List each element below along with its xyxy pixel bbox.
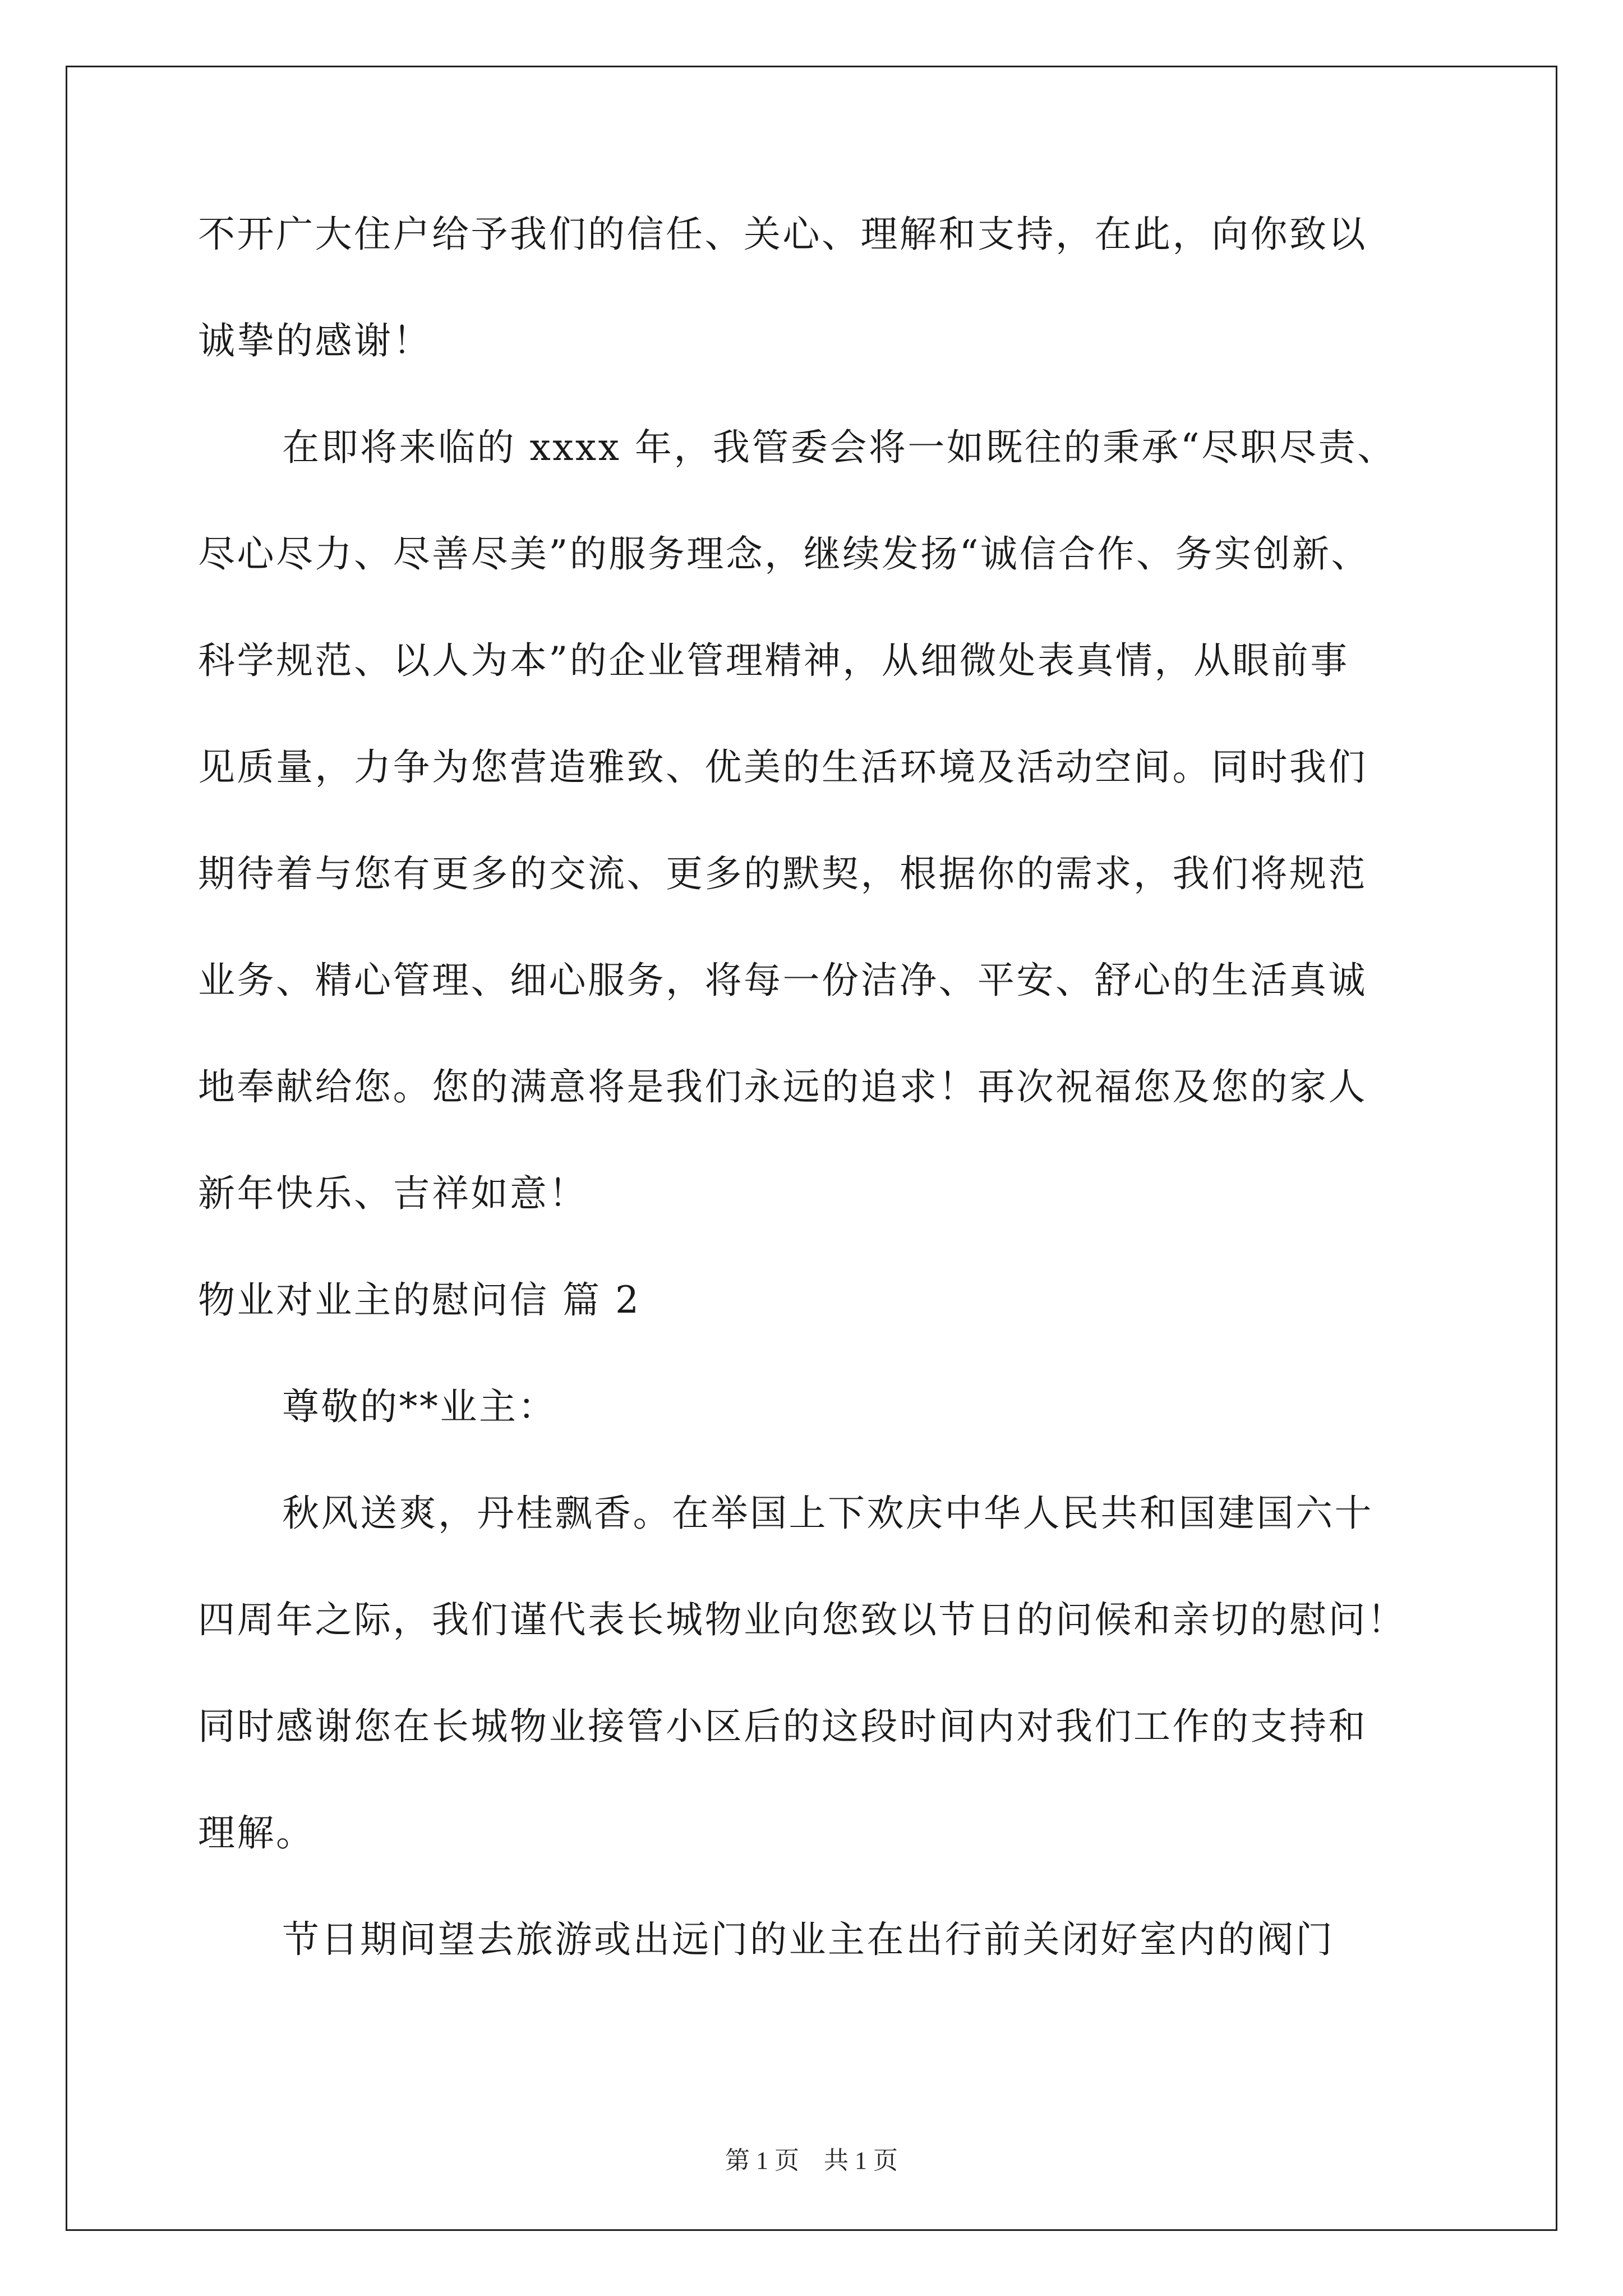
text-line-6: 见质量，力争为您营造雅致、优美的生活环境及活动空间。同时我们 <box>198 746 1367 789</box>
text-line-4: 尽心尽力、尽善尽美”的服务理念，继续发扬“诚信合作、务实创新、 <box>198 532 1370 576</box>
text-line-1: 不开广大住户给予我们的信任、关心、理解和支持，在此，向你致以 <box>198 213 1367 256</box>
text-line-2: 诚挚的感谢！ <box>198 319 432 362</box>
text-line-7: 期待着与您有更多的交流、更多的默契，根据你的需求，我们将规范 <box>198 852 1367 895</box>
page-number-footer: 第 1 页 共 1 页 <box>725 2147 898 2174</box>
text-line-5: 科学规范、以人为本”的企业管理精神，从细微处表真情，从眼前事 <box>198 639 1349 682</box>
text-line-3: 在即将来临的 xxxx 年，我管委会将一如既往的秉承“尽职尽责、 <box>282 426 1396 469</box>
text-line-13: 秋风送爽，丹桂飘香。在举国上下欢庆中华人民共和国建国六十 <box>282 1492 1373 1535</box>
text-line-8: 业务、精心管理、细心服务，将每一份洁净、平安、舒心的生活真诚 <box>198 959 1367 1002</box>
text-line-9: 地奉献给您。您的满意将是我们永远的追求！再次祝福您及您的家人 <box>198 1065 1367 1108</box>
text-line-17: 节日期间望去旅游或出远门的业主在出行前关闭好室内的阀门 <box>282 1918 1335 1961</box>
salutation: 尊敬的**业主： <box>282 1385 557 1428</box>
section-heading: 物业对业主的慰问信 篇 2 <box>198 1278 641 1322</box>
text-line-10: 新年快乐、吉祥如意！ <box>198 1172 588 1215</box>
document-body <box>198 208 1432 2019</box>
text-line-14: 四周年之际，我们谨代表长城物业向您致以节日的问候和亲切的慰问！ <box>198 1598 1407 1641</box>
text-line-15: 同时感谢您在长城物业接管小区后的这段时间内对我们工作的支持和 <box>198 1705 1367 1748</box>
text-line-16: 理解。 <box>198 1811 315 1855</box>
